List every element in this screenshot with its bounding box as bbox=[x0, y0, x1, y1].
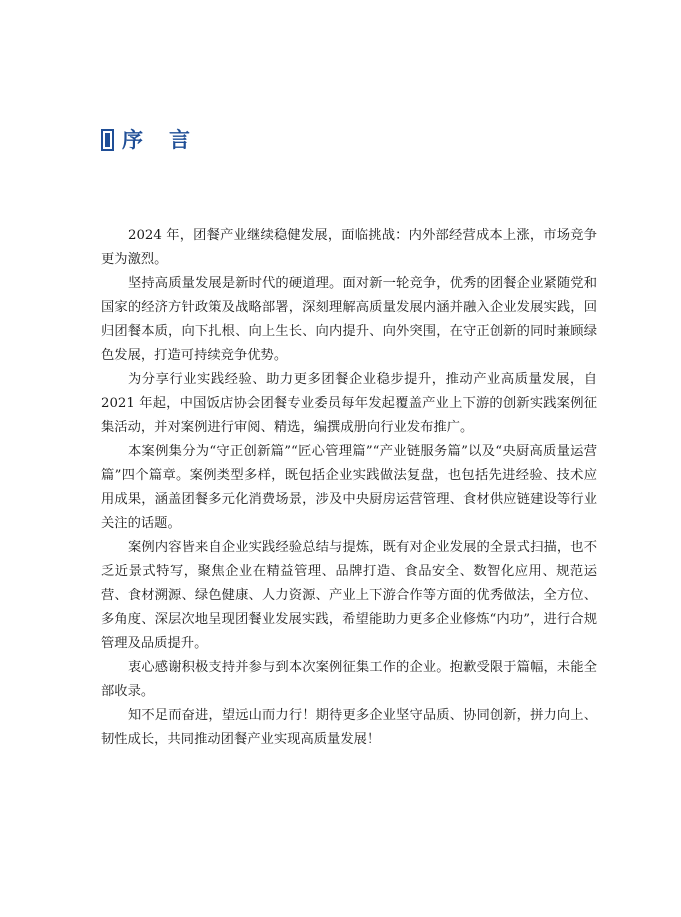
page-title: 序言 bbox=[122, 128, 216, 152]
paragraph-5: 案例内容皆来自企业实践经验总结与提炼，既有对企业发展的全景式扫描，也不乏近景式特写，聚焦企业在精益管理、品牌打造、食品安全、数智化应用、规范运营、食材溯源、绿色健康、人力资源、产业上下游合作等方面的优秀做法，全方位、多角度、深层次地呈现团餐业发展实践，希望能助力更多企业修炼“内功”，进行合规管理及品质提升。 bbox=[101, 540, 597, 651]
section-heading bbox=[101, 127, 216, 153]
paragraph-2: 坚持高质量发展是新时代的硬道理。面对新一轮竞争，优秀的团餐企业紧随党和国家的经济方针政策及战略部署，深刻理解高质量发展内涵并融入企业发展实践，回归团餐本质，向下扎根、向上生长、向内提升、向外突围，在守正创新的同时兼顾绿色发展，打造可持续竞争优势。 bbox=[101, 276, 597, 363]
paragraph-7: 知不足而奋进，望远山而力行！期待更多企业坚守品质、协同创新，拼力向上、韧性成长，共同推动团餐产业实现高质量发展！ bbox=[101, 708, 597, 747]
paragraph-1: 2024 年，团餐产业继续稳健发展，面临挑战：内外部经营成本上涨，市场竞争更为激烈。 bbox=[101, 228, 597, 267]
preface-body bbox=[101, 224, 597, 752]
paragraph-6: 衷心感谢积极支持并参与到本次案例征集工作的企业。抱歉受限于篇幅，未能全部收录。 bbox=[101, 660, 597, 699]
paragraph-3: 为分享行业实践经验、助力更多团餐企业稳步提升，推动产业高质量发展，自 2021 年起，中国饭店协会团餐专业委员每年发起覆盖产业上下游的创新实践案例征集活动，并对案例进行审阅、精选，编撰成册向行业发布推广。 bbox=[101, 372, 597, 435]
heading-marker-icon bbox=[101, 129, 114, 151]
paragraph-4: 本案例集分为“守正创新篇”“匠心管理篇”“产业链服务篇”以及“央厨高质量运营篇”四个篇章。案例类型多样，既包括企业实践做法复盘，也包括先进经验、技术应用成果，涵盖团餐多元化消费场景，涉及中央厨房运营管理、食材供应链建设等行业关注的话题。 bbox=[101, 444, 597, 531]
